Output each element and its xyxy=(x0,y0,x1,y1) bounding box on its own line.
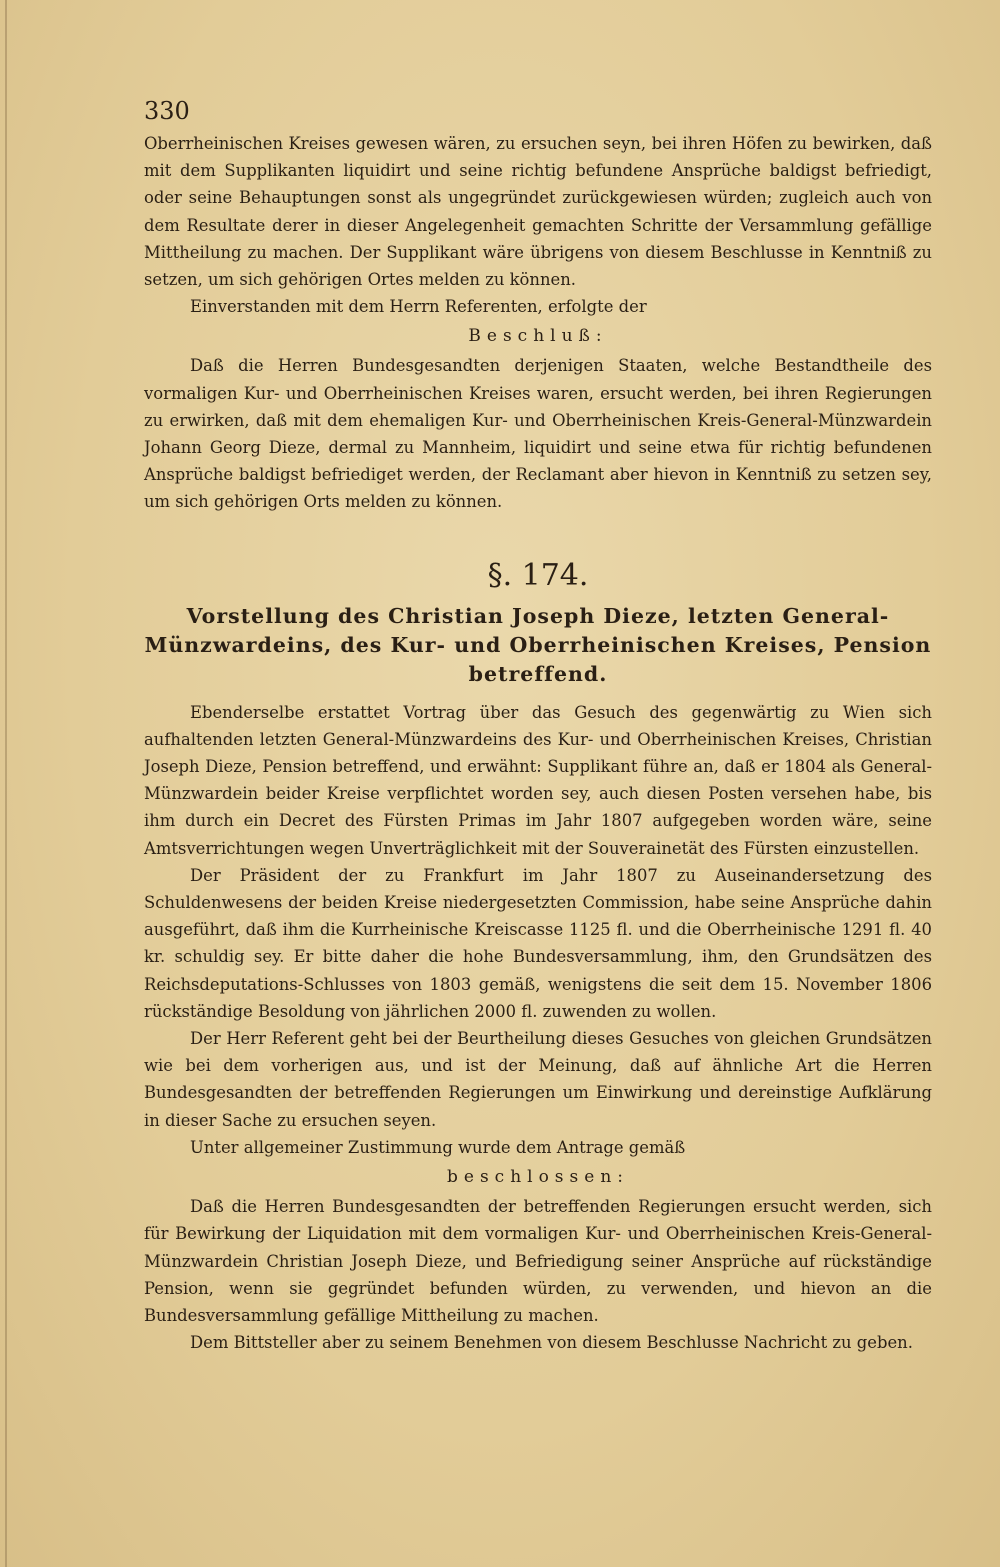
section-paragraph: Unter allgemeiner Zustimmung wurde dem Antrage gemäß xyxy=(190,1137,686,1157)
paragraph-agreement: Einverstanden mit dem Herrn Referenten, erfolgte der xyxy=(190,297,647,317)
section-paragraph: Der Herr Referent geht bei der Beurtheilung dieses Gesuches von gleichen Grundsätzen wie bei dem vorherigen aus, und ist der Meinung, daß auf ähnliche Art die Herren Bundesgesandten der betreffenden Regierungen um Einwirkung und dereinstige Aufklärung in dieser Sache zu ersuchen seyen. xyxy=(144,1029,932,1130)
page-content xyxy=(144,96,932,1356)
beschlossen-heading: beschlossen: xyxy=(447,1167,629,1188)
beschluss-text: Daß die Herren Bundesgesandten derjenigen Staaten, welche Bestandtheile des vormaligen Kur- und Oberrheinischen Kreises waren, ersucht werden, bei ihren Regierungen zu erwirken, daß mit dem ehemaligen Kur- und Oberrheinischen Kreis-General-Münzwardein Johann Georg Dieze, dermal zu Mannheim, liquidirt und seine etwa für richtig befundenen Ansprüche baldigst befriediget werden, der Reclamant aber hievon in Kenntniß zu setzen sey, um sich gehörigen Orts melden zu können. xyxy=(144,356,932,512)
page-number: 330 xyxy=(144,97,190,125)
beschlossen-text: Daß die Herren Bundesgesandten der betreffenden Regierungen ersucht werden, sich für Bewirkung der Liquidation mit dem vormaligen Kur- und Oberrheinischen Kreis-General-Münzwardein Christian Joseph Dieze, und Befriedigung seiner Ansprüche auf rückständige Pension, wenn sie gegründet befunden würden, zu verwenden, und hievon an die Bundesversammlung gefällige Mittheilung zu machen. xyxy=(144,1197,932,1325)
paragraph-continued: Oberrheinischen Kreises gewesen wären, zu ersuchen seyn, bei ihren Höfen zu bewirken, daß mit dem Supplikanten liquidirt und seine richtig befundene Ansprüche baldigst befriedigt, oder seine Behauptungen sonst als ungegründet zurückgewiesen würden; zugleich auch von dem Resultate derer in dieser Angelegenheit gemachten Schritte der Versammlung gefällige Mittheilung zu machen. Der Supplikant wäre übrigens von diesem Beschlusse in Kenntniß zu setzen, um sich gehörigen Ortes melden zu können. xyxy=(144,134,932,290)
beschluss-heading: Beschluß: xyxy=(468,326,608,347)
closing-text: Dem Bittsteller aber zu seinem Benehmen von diesem Beschlusse Nachricht zu geben. xyxy=(190,1333,913,1353)
section-number: §. 174. xyxy=(487,557,589,593)
section-paragraph: Ebenderselbe erstattet Vortrag über das Gesuch des gegenwärtig zu Wien sich aufhaltenden letzten General-Münzwardeins des Kur- und Oberrheinischen Kreises, Christian Joseph Dieze, Pension betreffend, und erwähnt: Supplikant führe an, daß er 1804 als General-Münzwardein beider Kreise verpflichtet worden sey, auch diesen Posten versehen habe, bis ihm durch ein Decret des Fürsten Primas im Jahr 1807 aufgegeben worden wäre, seine Amtsverrichtungen wegen Unverträglichkeit mit der Souverainetät des Fürsten einzustellen. xyxy=(144,702,932,858)
section-title: Vorstellung des Christian Joseph Dieze, letzten General-Münzwardeins, des Kur- und Oberrheinischen Kreises, Pension betreffend. xyxy=(144,603,932,686)
section-paragraph: Der Präsident der zu Frankfurt im Jahr 1807 zu Auseinandersetzung des Schuldenwesens der beiden Kreise niedergesetzten Commission, habe seine Ansprüche dahin ausgeführt, daß ihm die Kurrheinische Kreiscasse 1125 fl. und die Oberrheinische 1291 fl. 40 kr. schuldig sey. Er bitte daher die hohe Bundesversammlung, ihm, den Grundsätzen des Reichsdeputations-Schlusses von 1803 gemäß, wenigstens die seit dem 15. November 1806 rückständige Besoldung von jährlichen 2000 fl. zuwenden zu wollen. xyxy=(144,865,932,1021)
binding-edge xyxy=(5,0,7,1567)
